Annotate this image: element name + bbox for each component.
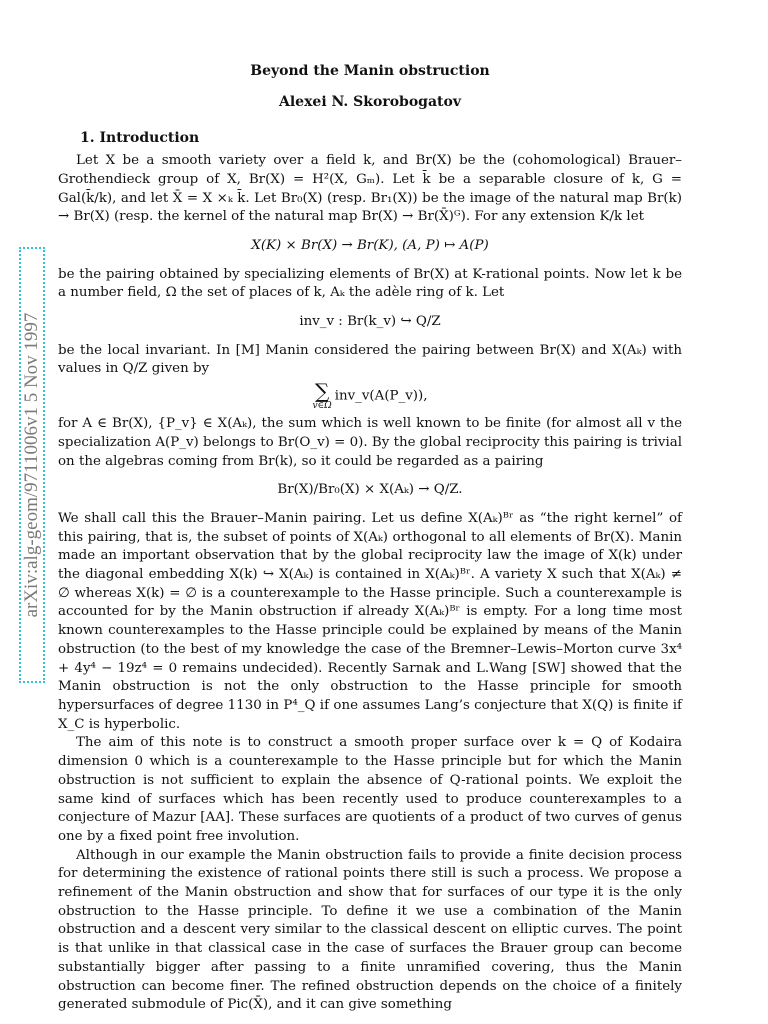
arxiv-sidebar-stamp bbox=[19, 247, 45, 683]
paragraph-3: be the local invariant. In [M] Manin considered the pairing between Br(X) and X(Aₖ) with values in Q/Z given by bbox=[58, 342, 682, 377]
sigma-glyph: ∑ bbox=[314, 379, 330, 404]
paragraph-1: Let X be a smooth variety over a field k, and Br(X) be the (cohomological) Brauer–Grothendieck group of X, Br(X) = H²(X, Gₘ). Let k̄ be a separable closure of k, G = Gal(k̄/k), and let X̄ = X ×ₖ k̄. Let Br₀(X) (resp. Br₁(X)) be the image of the natural map Br(k) → Br(X) (resp. the kernel of the natural map Br(X) → Br(X̄)ᴳ). For any extension K/k let bbox=[58, 153, 682, 225]
equation-sum-invariants bbox=[58, 381, 682, 411]
equation-local-invariant: inv_v : Br(k_v) ↪ Q/Z bbox=[299, 314, 441, 330]
paper-page bbox=[58, 62, 682, 1015]
section-heading-introduction: 1. Introduction bbox=[80, 130, 200, 147]
sum-body: inv_v(A(P_v)), bbox=[334, 388, 428, 404]
arxiv-identifier: arXiv:alg-geom/9711006v1 5 Nov 1997 bbox=[21, 312, 42, 618]
paper-title: Beyond the Manin obstruction bbox=[250, 63, 490, 79]
equation-brauer-manin-pairing: Br(X)/Br₀(X) × X(Aₖ) → Q/Z. bbox=[277, 482, 463, 498]
paragraph-5: We shall call this the Brauer–Manin pairing. Let us define X(Aₖ)ᴮʳ as “the right kernel” of this pairing, that is, the subset of points of X(Aₖ) orthogonal to all elements of Br(X). Manin made an important observation that by the global reciprocity law the image of X(k) under the diagonal embedding X(k) ↪ X(Aₖ) is contained in X(Aₖ)ᴮʳ. A variety X such that X(Aₖ) ≠ ∅ whereas X(k) = ∅ is a counterexample to the Hasse principle. Such a counterexample is accounted for by the Manin obstruction if already X(Aₖ)ᴮʳ is empty. For a long time most known counterexamples to the Hasse principle could be explained by means of the Manin obstruction (to the best of my knowledge the case of the Bremner–Lewis–Morton curve 3x⁴ + 4y⁴ − 19z⁴ = 0 remains undecided). Recently Sarnak and L.Wang [SW] showed that the Manin obstruction is not the only obstruction to the Hasse principle for smooth hypersurfaces of degree 1130 in P⁴_Q if one assumes Lang’s conjecture that X(Q) is finite if X_C is hyperbolic. bbox=[58, 510, 682, 732]
paragraph-7: Although in our example the Manin obstruction fails to provide a finite decision process for determining the existence of rational points there still is such a process. We propose a refinement of the Manin obstruction and show that for surfaces of our type it is the only obstruction to the Hasse principle. To define it we use a combination of the Manin obstruction and a descent very similar to the classical descent on elliptic curves. The point is that unlike in that classical case in the case of surfaces the Brauer group can become substantially bigger after passing to a finite unramified covering, thus the Manin obstruction can become finer. The refined obstruction depends on the choice of a finitely generated submodule of Pic(X̄), and it can give something bbox=[58, 847, 682, 1013]
paragraph-4: for A ∈ Br(X), {P_v} ∈ X(Aₖ), the sum which is well known to be finite (for almost all v the specialization A(P_v) belongs to Br(O_v) = 0). By the global reciprocity this pairing is trivial on the algebras coming from Br(k), so it could be regarded as a pairing bbox=[58, 416, 682, 469]
summation-symbol bbox=[312, 381, 331, 411]
paragraph-6: The aim of this note is to construct a smooth proper surface over k = Q of Kodaira dimension 0 which is a counterexample to the Hasse principle but for which the Manin obstruction is not sufficient to explain the absence of Q-rational points. We exploit the same kind of surfaces which has been recently used to produce counterexamples to a conjecture of Mazur [AA]. These surfaces are quotients of a product of two curves of genus one by a fixed point free involution. bbox=[58, 735, 682, 844]
paper-author: Alexei N. Skorobogatov bbox=[279, 93, 461, 110]
paragraph-2: be the pairing obtained by specializing elements of Br(X) at K-rational points. Now let k be a number field, Ω the set of places of k, Aₖ the adèle ring of k. Let bbox=[58, 266, 682, 301]
sigma-subscript: v∈Ω bbox=[312, 401, 332, 412]
equation-pairing: X(K) × Br(X) → Br(K), (A, P) ↦ A(P) bbox=[251, 237, 489, 253]
